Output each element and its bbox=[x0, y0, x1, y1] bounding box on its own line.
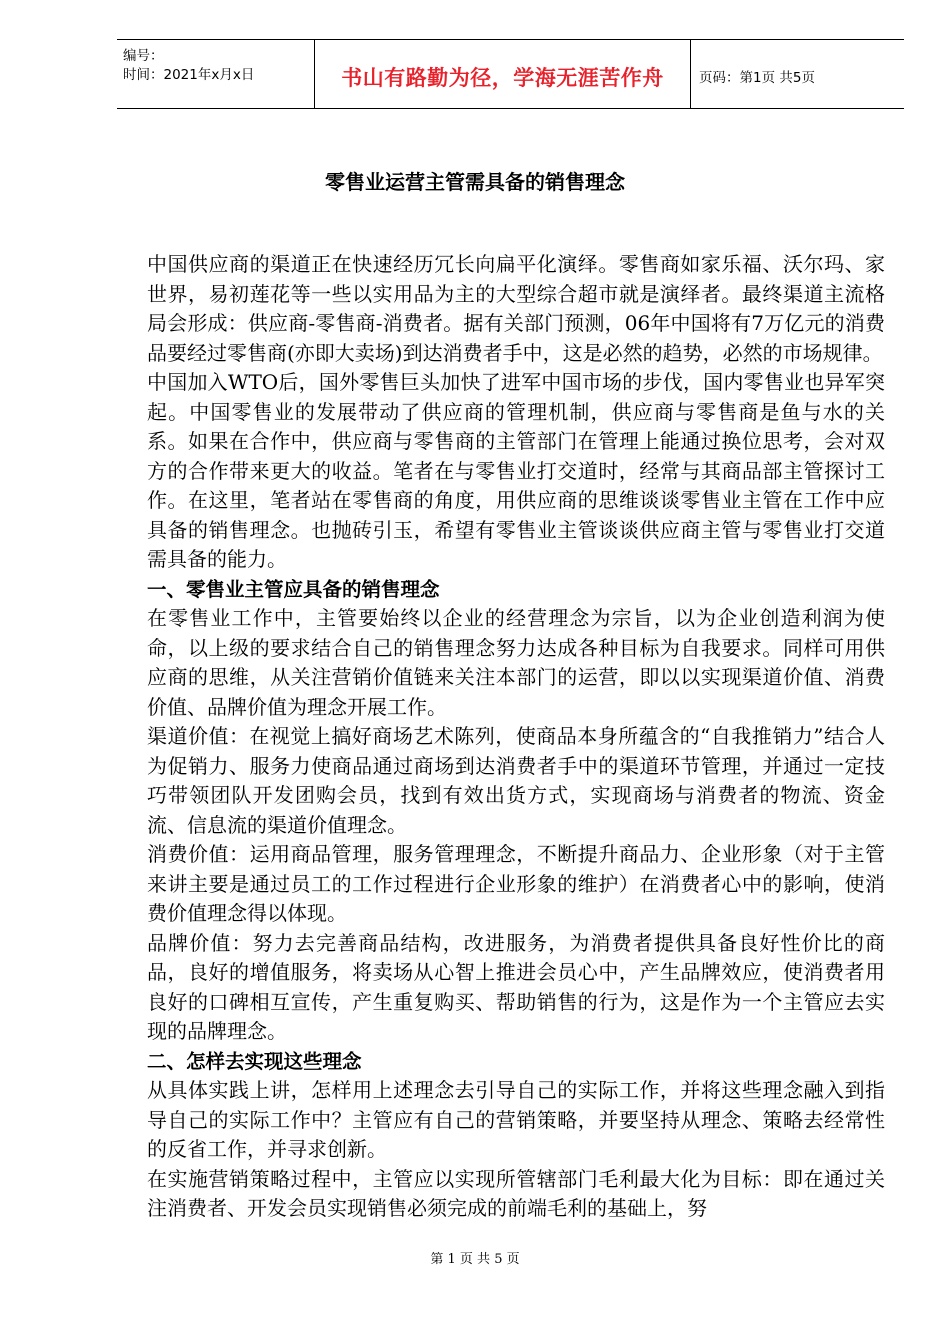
paragraph: 在零售业工作中，主管要始终以企业的经营理念为宗旨，以为企业创造利润为使命，以上级的要求结合自己的销售理念努力达成各种目标为自我要求。同样可用供应商的思维，从关注营销价值链来关注本部门的运营，即以以实现渠道价值、消费价值、品牌价值为理念开展工作。 bbox=[147, 606, 885, 719]
doc-time-label: 时间：2021年x月x日 bbox=[123, 67, 255, 83]
paragraph: 中国加入WTO后，国外零售巨头加快了进军中国市场的步伐，国内零售业也异军突起。中国零售业的发展带动了供应商的管理机制，供应商与零售商是鱼与水的关系。如果在合作中，供应商与零售商的主管部门在管理上能通过换位思考，会对双方的合作带来更大的收益。笔者在与零售业打交道时，经常与其商品部主管探讨工作。在这里，笔者站在零售商的角度，用供应商的思维谈谈零售业主管在工作中应具备的销售理念。也抛砖引玉，希望有零售业主管谈谈供应商主管与零售业打交道需具备的能力。 bbox=[147, 370, 885, 571]
document-title: 零售业运营主管需具备的销售理念 bbox=[325, 170, 625, 194]
header-motto-cell bbox=[314, 40, 691, 108]
paragraph: 渠道价值：在视觉上搞好商场艺术陈列，使商品本身所蕴含的“自我推销力”结合人为促销力、服务力使商品通过商场到达消费者手中的渠道环节管理，并通过一定技巧带领团队开发团购会员，找到有效出货方式，实现商场与消费者的物流、资金流、信息流的渠道价值理念。 bbox=[147, 724, 885, 837]
paragraph: 品牌价值：努力去完善商品结构，改进服务，为消费者提供具备良好性价比的商品，良好的增值服务，将卖场从心智上推进会员心中，产生品牌效应，使消费者用良好的口碑相互宣传，产生重复购买、帮助销售的行为，这是作为一个主管应去实现的品牌理念。 bbox=[147, 930, 885, 1043]
header-meta-cell bbox=[117, 40, 314, 108]
paragraph: 从具体实践上讲，怎样用上述理念去引导自己的实际工作，并将这些理念融入到指导自己的实际工作中？主管应有自己的营销策略，并要坚持从理念、策略去经常性的反省工作，并寻求创新。 bbox=[147, 1078, 885, 1161]
doc-code-label: 编号： bbox=[123, 48, 164, 64]
paragraph: 中国供应商的渠道正在快速经历冗长向扁平化演绎。零售商如家乐福、沃尔玛、家世界，易初莲花等一些以实用品为主的大型综合超市就是演绎者。最终渠道主流格局会形成：供应商-零售商-消费者。据有关部门预测，06年中国将有7万亿元的消费品要经过零售商(亦即大卖场)到达消费者手中，这是必然的趋势，必然的市场规律。 bbox=[147, 252, 885, 365]
section-heading: 一、零售业主管应具备的销售理念 bbox=[147, 577, 440, 601]
paragraph: 在实施营销策略过程中，主管应以实现所管辖部门毛利最大化为目标：即在通过关注消费者、开发会员实现销售必须完成的前端毛利的基础上，努 bbox=[147, 1166, 885, 1220]
header-page-label: 页码：第1页 共5页 bbox=[699, 70, 815, 86]
page-footer: 第 1 页 共 5 页 bbox=[430, 1252, 520, 1267]
header-motto: 书山有路勤为径，学海无涯苦作舟 bbox=[341, 65, 664, 90]
document-body bbox=[147, 250, 885, 1224]
page-header bbox=[117, 39, 904, 109]
header-page-cell bbox=[689, 40, 904, 108]
paragraph: 消费价值：运用商品管理，服务管理理念，不断提升商品力、企业形象（对于主管来讲主要是通过员工的工作过程进行企业形象的维护）在消费者心中的影响，使消费价值理念得以体现。 bbox=[147, 842, 885, 925]
section-heading: 二、怎样去实现这些理念 bbox=[147, 1049, 362, 1073]
